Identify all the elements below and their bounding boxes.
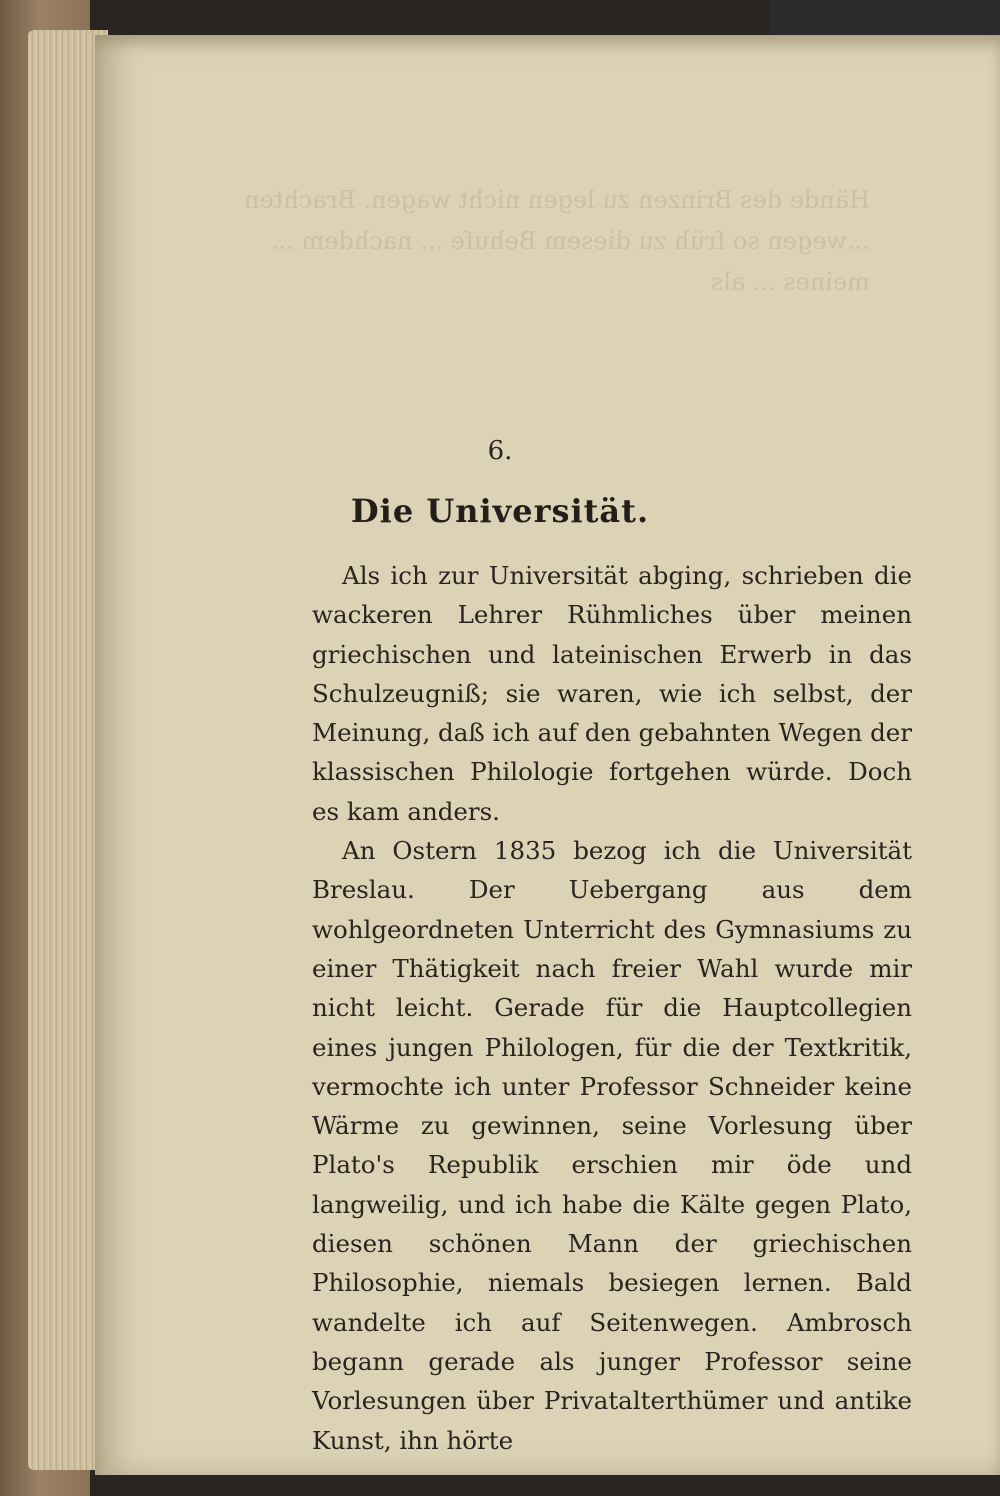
chapter-number: 6. [487,436,513,466]
show-through-text: Hände des Brinzen zu legen nicht wagen. Brachten ...wegen so früh zu diesem Behufe ... nachdem ... meines ... als [244,186,870,296]
paragraph-1: Als ich zur Universität abging, schrieben die wackeren Lehrer Rühmliches über meinen griechischen und lateinischen Erwerb in das Schulzeugniß; sie waren, wie ich selbst, der Meinung, daß ich auf den gebahnten Wegen der klassischen Philologie fortgehen würde. Doch es kam anders. [312,561,912,826]
background-corner [770,0,1000,40]
chapter-title: Die Universität. [350,492,650,530]
body-text [312,556,912,1460]
paragraph-2: An Ostern 1835 bezog ich die Universität Breslau. Der Uebergang aus dem wohlgeordneten Unterricht des Gymnasiums zu einer Thätigkeit nach freier Wahl wurde mir nicht leicht. Gerade für die Hauptcollegien eines jungen Philologen, für die der Textkritik, vermochte ich unter Professor Schneider keine Wärme zu gewinnen, seine Vorlesung über Plato's Republik erschien mir öde und langweilig, und ich habe die Kälte gegen Plato, diesen schönen Mann der griechischen Philosophie, niemals besiegen lernen. Bald wandelte ich auf Seitenwegen. Ambrosch begann gerade als junger Professor seine Vorlesungen über Privatalterthümer und antike Kunst, ihn hörte [312,836,912,1455]
